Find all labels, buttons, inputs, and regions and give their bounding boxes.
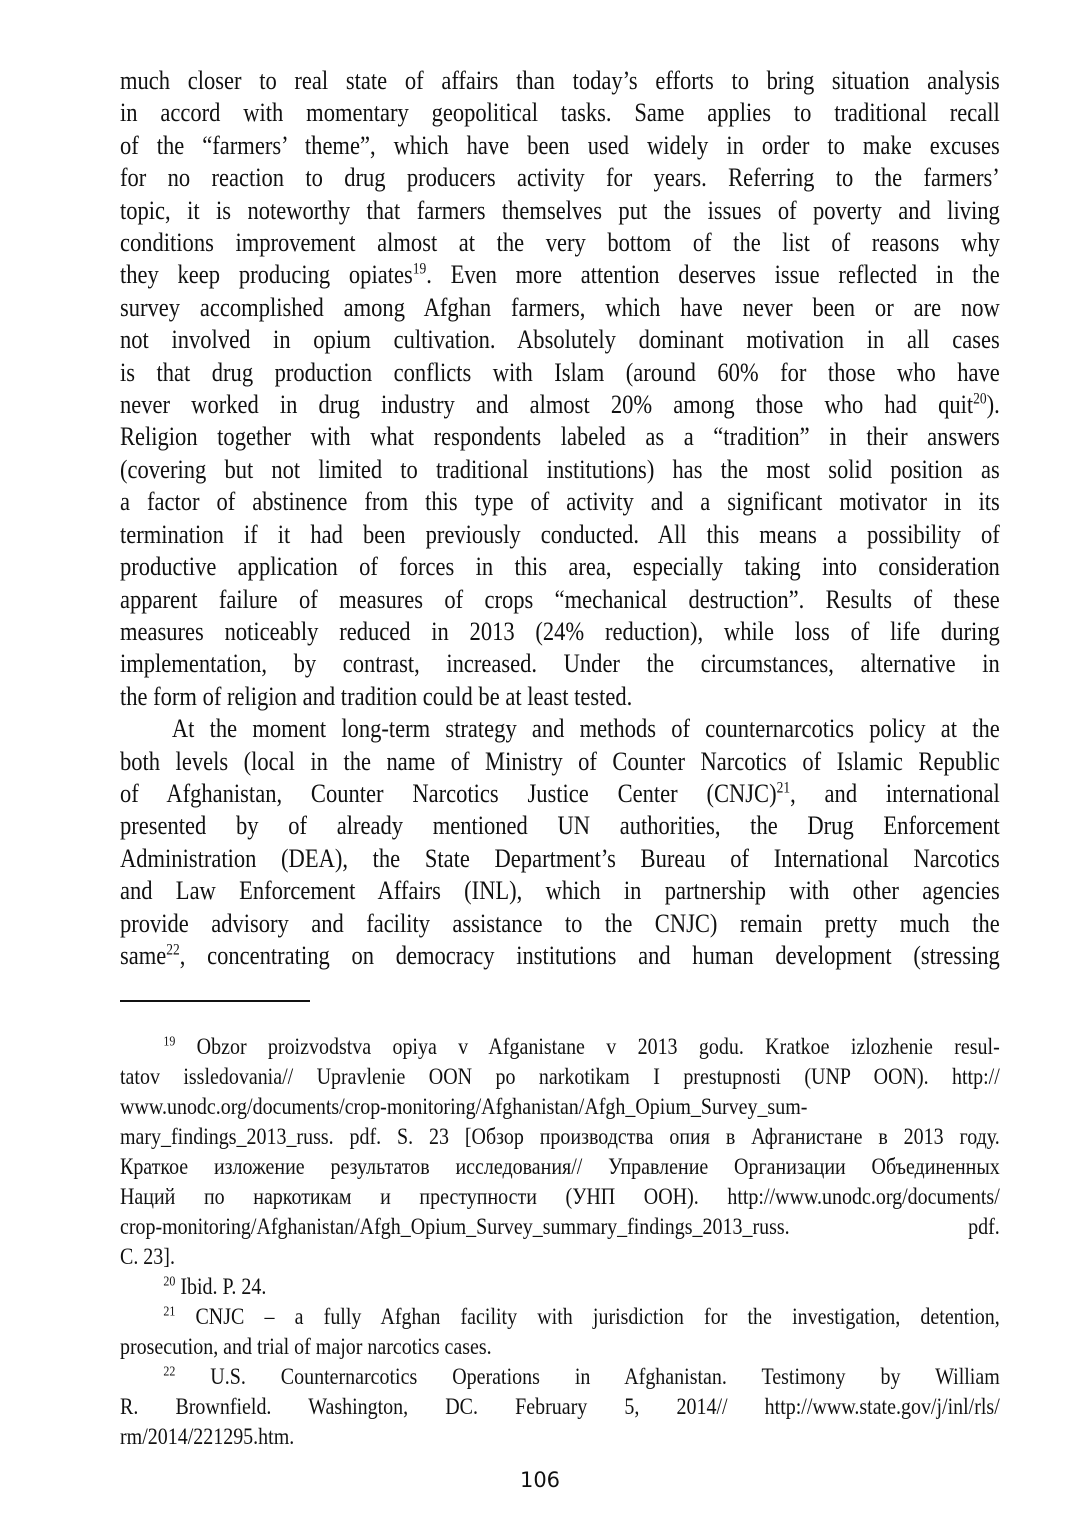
paragraph-line: not involved in opium cultivation. Absolutely dominant motivation in all cases <box>120 324 1000 355</box>
paragraph-line: never worked in drug industry and almost 20% among those who had quit$^{20}$). <box>120 389 1000 420</box>
paragraph-line: conditions improvement almost at the very bottom of the list of reasons why <box>120 227 1000 258</box>
paragraph-line: Administration (DEA), the State Department’s Bureau of International Narcotics <box>120 842 1000 873</box>
paragraph-line: of the “farmers’ theme”, which have been used widely in order to make excuses <box>120 129 1000 160</box>
paragraph-line: presented by of already mentioned UN authorities, the Drug Enforcement <box>120 810 1000 841</box>
page-number: 106 <box>519 1468 561 1492</box>
footnote-reference: 19 <box>412 260 427 278</box>
paragraph-line: they keep producing opiates$^{19}$. Even more attention deserves issue reflected in the <box>120 259 1000 290</box>
footnote-reference: 21 <box>776 779 791 797</box>
paragraph-line: topic, it is noteworthy that farmers themselves put the issues of poverty and living <box>120 194 1000 225</box>
footnote-reference: 20 <box>163 1273 176 1290</box>
footnote-reference: 21 <box>163 1303 176 1320</box>
paragraph-line: of Afghanistan, Counter Narcotics Justice Center (CNJC)$^{21}$, and international <box>120 777 1000 808</box>
footnote-line: R. Brownfield. Washington, DC. February 5, 2014// http://www.state.gov/j/inl/rls/ <box>120 1394 1000 1420</box>
paragraph-line: provide advisory and facility assistance to the CNJC) remain pretty much the <box>120 907 1000 938</box>
body-text <box>120 64 1000 971</box>
footnote-line: С. 23]. <box>120 1244 175 1270</box>
paragraph-line: survey accomplished among Afghan farmers, which have never been or are now <box>120 291 1000 322</box>
footnote-reference: 19 <box>163 1033 176 1050</box>
footnote-reference: 20 <box>973 390 987 408</box>
footnote-line: Наций по наркотикам и преступности (УНП ООН). http://www.unodc.org/documents/ <box>120 1184 1000 1210</box>
paragraph-line: same$^{22}$, concentrating on democracy institutions and human development (stressing <box>120 939 1000 970</box>
footnote-line: $^{20}$ Ibid. P. 24. <box>163 1273 267 1300</box>
paragraph-line: the form of religion and tradition could be at least tested. <box>120 680 633 711</box>
footnote-line: $^{19}$ Obzor proizvodstva opiya v Afganistane v 2013 godu. Kratkoe izlozhenie resul- <box>163 1033 1000 1060</box>
footnote-line: $^{22}$ U.S. Counternarcotics Operations in Afghanistan. Testimony by William <box>163 1363 1000 1390</box>
paragraph-line: productive application of forces in this area, especially taking into consideration <box>120 551 1000 582</box>
footnote-separator <box>120 1000 310 1002</box>
paragraph-line: for no reaction to drug producers activity for years. Referring to the farmers’ <box>120 162 1000 193</box>
paragraph-line: At the moment long-term strategy and methods of counternarcotics policy at the <box>171 713 1000 744</box>
footnote-line: Краткое изложение результатов исследования// Управление Организации Объединенных <box>120 1154 1000 1180</box>
paragraph-line: in accord with momentary geopolitical tasks. Same applies to traditional recall <box>120 97 1000 128</box>
footnote-line: rm/2014/221295.htm. <box>120 1424 295 1450</box>
footnote-line: prosecution, and trial of major narcotics cases. <box>120 1334 492 1360</box>
paragraph-line: much closer to real state of affairs than today’s efforts to bring situation analysis <box>120 65 1000 95</box>
footnote-reference: 22 <box>166 941 180 959</box>
footnote-line: tatov issledovania// Upravlenie OON po narkotikam I prestupnosti (UNP OON). http:// <box>120 1064 1000 1090</box>
paragraph-line: both levels (local in the name of Ministry of Counter Narcotics of Islamic Republic <box>120 745 1000 776</box>
footnotes <box>120 1032 1000 1452</box>
paragraph-line: measures noticeably reduced in 2013 (24% reduction), while loss of life during <box>120 615 1000 646</box>
paragraph-line: implementation, by contrast, increased. Under the circumstances, alternative in <box>120 648 1000 679</box>
paragraph-line: is that drug production conflicts with Islam (around 60% for those who have <box>120 356 1000 387</box>
footnote-reference: 22 <box>163 1363 176 1380</box>
paragraph-line: (covering but not limited to traditional institutions) has the most solid position as <box>120 453 1000 484</box>
paragraph-line: termination if it had been previously conducted. All this means a possibility of <box>120 518 1000 549</box>
footnote-line: $^{21}$ CNJC – a fully Afghan facility with jurisdiction for the investigation, detention, <box>163 1303 1000 1330</box>
footnote-line: www.unodc.org/documents/crop-monitoring/Afghanistan/Afgh_Opium_Survey_sum- <box>120 1094 808 1120</box>
footnote-line: mary_findings_2013_russ. pdf. S. 23 [Обзор производства опия в Афганистане в 2013 году. <box>120 1124 1000 1150</box>
footnote-line: crop-monitoring/Afghanistan/Afgh_Opium_Survey_summary_findings_2013_russ. pdf. <box>120 1214 1000 1240</box>
paragraph-line: and Law Enforcement Affairs (INL), which in partnership with other agencies <box>120 875 1000 906</box>
paragraph-line: a factor of abstinence from this type of activity and a significant motivator in its <box>120 486 1000 517</box>
paragraph-line: Religion together with what respondents labeled as a “tradition” in their answers <box>120 421 1000 452</box>
paragraph-line: apparent failure of measures of crops “mechanical destruction”. Results of these <box>120 583 1000 614</box>
